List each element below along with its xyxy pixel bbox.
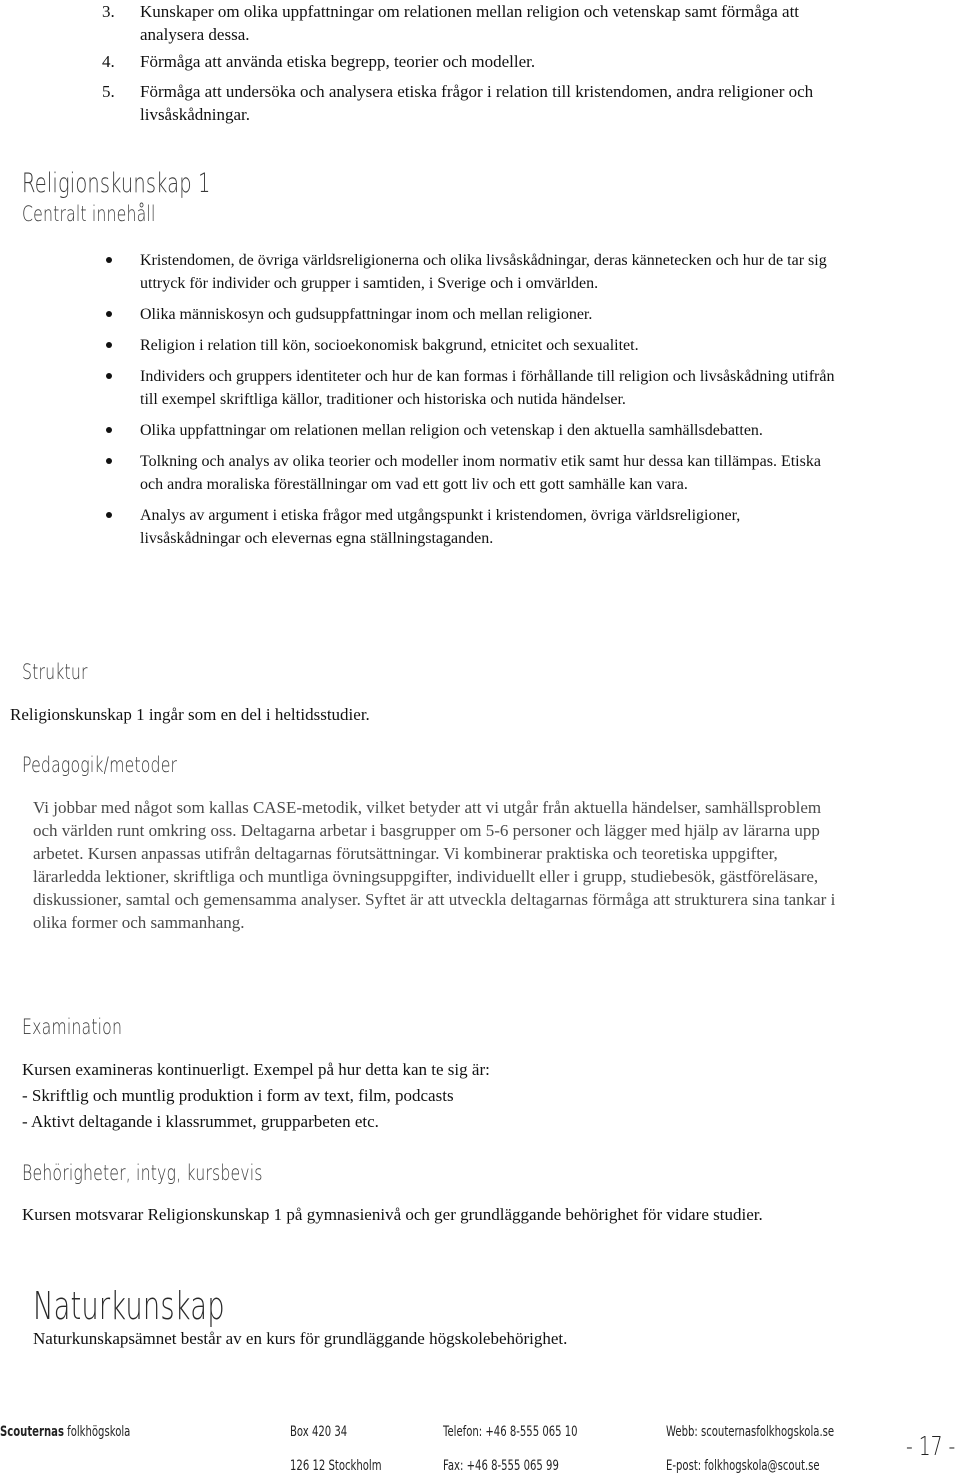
list-number: 3.	[102, 2, 115, 21]
footer-box: Box 420 34	[290, 1424, 348, 1440]
footer-web: Webb: scouternasfolkhogskola.se	[666, 1424, 835, 1440]
bullet-item: Olika människosyn och gudsuppfattningar inom och mellan religioner.	[100, 303, 840, 326]
list-item	[0, 80, 860, 126]
natur-text: Naturkunskapsämnet består av en kurs för grundläggande högskolebehörighet.	[33, 1329, 568, 1348]
qualification-heading: Behörigheter, intyg, kursbevis	[22, 1161, 263, 1185]
exam-text	[22, 1057, 842, 1135]
bullet-item: Kristendomen, de övriga världsreligionerna och olika livsåskådningar, deras kännetecken och hur de tar sig uttryck för individer och grupper i samtiden, i Sverige och i omvärlden.	[100, 249, 840, 295]
footer	[0, 1420, 960, 1478]
content-heading: Centralt innehåll	[22, 202, 156, 226]
list-text: Förmåga att använda etiska begrepp, teorier och modeller.	[140, 52, 536, 71]
exam-line: - Skriftlig och muntlig produktion i form av text, film, podcasts	[22, 1086, 454, 1105]
pedagogy-heading: Pedagogik/metoder	[22, 753, 178, 777]
exam-heading: Examination	[22, 1015, 123, 1039]
pedagogy-text: Vi jobbar med något som kallas CASE-metodik, vilket betyder att vi utgår från aktuella händelser, samhällsproblem och världen runt omkring oss. Deltagarna arbetar i basgrupper om 5-6 personer och lägger med hjälp av lärarna upp arbetet. Kursen anpassas utifrån deltagarnas förutsättningar. Vi kombinerar praktiska och teoretiska uppgifter, lärarledda lektioner, skriftliga och muntliga övningsuppgifter, individuellt eller i grupp, studiebesök, gästföreläsare, diskussioner, samtal och gemensamma analyser. Syftet är att utveckla deltagarnas förmåga att strukturera sina tankar i olika former och sammanhang.	[33, 798, 836, 932]
list-item	[0, 50, 860, 80]
exam-line: Kursen examineras kontinuerligt. Exempel på hur detta kan te sig är:	[22, 1060, 490, 1079]
list-number: 5.	[102, 82, 115, 101]
natur-title: Naturkunskap	[33, 1284, 225, 1328]
brand-bold: Scouternas	[0, 1424, 64, 1440]
bullet-item: Analys av argument i etiska frågor med utgångspunkt i kristendomen, övriga världsreligioner, livsåskådningar och elevernas egna ställningstaganden.	[100, 504, 840, 550]
footer-brand	[0, 1424, 130, 1440]
qualification-text: Kursen motsvarar Religionskunskap 1 på gymnasienivå och ger grundläggande behörighet för vidare studier.	[22, 1205, 763, 1224]
bullet-dot	[106, 311, 112, 317]
bullet-item: Individers och gruppers identiteter och hur de kan formas i förhållande till religion och livsåskådning utifrån till exempel skriftliga källor, traditioner och historiska och nutida händelser.	[100, 365, 840, 411]
bullet-item: Olika uppfattningar om relationen mellan religion och vetenskap i den aktuella samhällsdebatten.	[100, 419, 840, 442]
list-text: Förmåga att undersöka och analysera etiska frågor i relation till kristendomen, andra religioner och livsåskådningar.	[140, 82, 814, 124]
footer-email: E-post: folkhogskola@scout.se	[666, 1458, 820, 1474]
list-text: Kunskaper om olika uppfattningar om relationen mellan religion och vetenskap samt förmåga att analysera dessa.	[140, 2, 800, 44]
list-number: 4.	[102, 52, 115, 71]
footer-city: 126 12 Stockholm	[290, 1458, 382, 1474]
list-item	[0, 0, 860, 48]
content-bullets	[100, 249, 840, 558]
exam-line: - Aktivt deltagande i klassrummet, grupparbeten etc.	[22, 1112, 379, 1131]
bullet-dot	[106, 257, 112, 263]
page-number: - 17 -	[906, 1432, 956, 1462]
section-title: Religionskunskap 1	[22, 168, 211, 199]
bullet-item: Religion i relation till kön, socioekonomisk bakgrund, etnicitet och sexualitet.	[100, 334, 840, 357]
structure-text: Religionskunskap 1 ingår som en del i heltidsstudier.	[10, 705, 370, 724]
footer-fax: Fax: +46 8-555 065 99	[443, 1458, 559, 1474]
top-list	[0, 0, 860, 126]
footer-phone: Telefon: +46 8-555 065 10	[443, 1424, 578, 1440]
bullet-dot	[106, 373, 112, 379]
bullet-dot	[106, 458, 112, 464]
bullet-dot	[106, 342, 112, 348]
brand-rest: folkhögskola	[67, 1424, 131, 1440]
bullet-dot	[106, 512, 112, 518]
bullet-item: Tolkning och analys av olika teorier och modeller inom normativ etik samt hur dessa kan tillämpas. Etiska och andra moraliska föreställningar om vad ett gott liv och ett gott samhälle kan vara.	[100, 450, 840, 496]
structure-heading: Struktur	[22, 660, 88, 684]
bullet-dot	[106, 427, 112, 433]
